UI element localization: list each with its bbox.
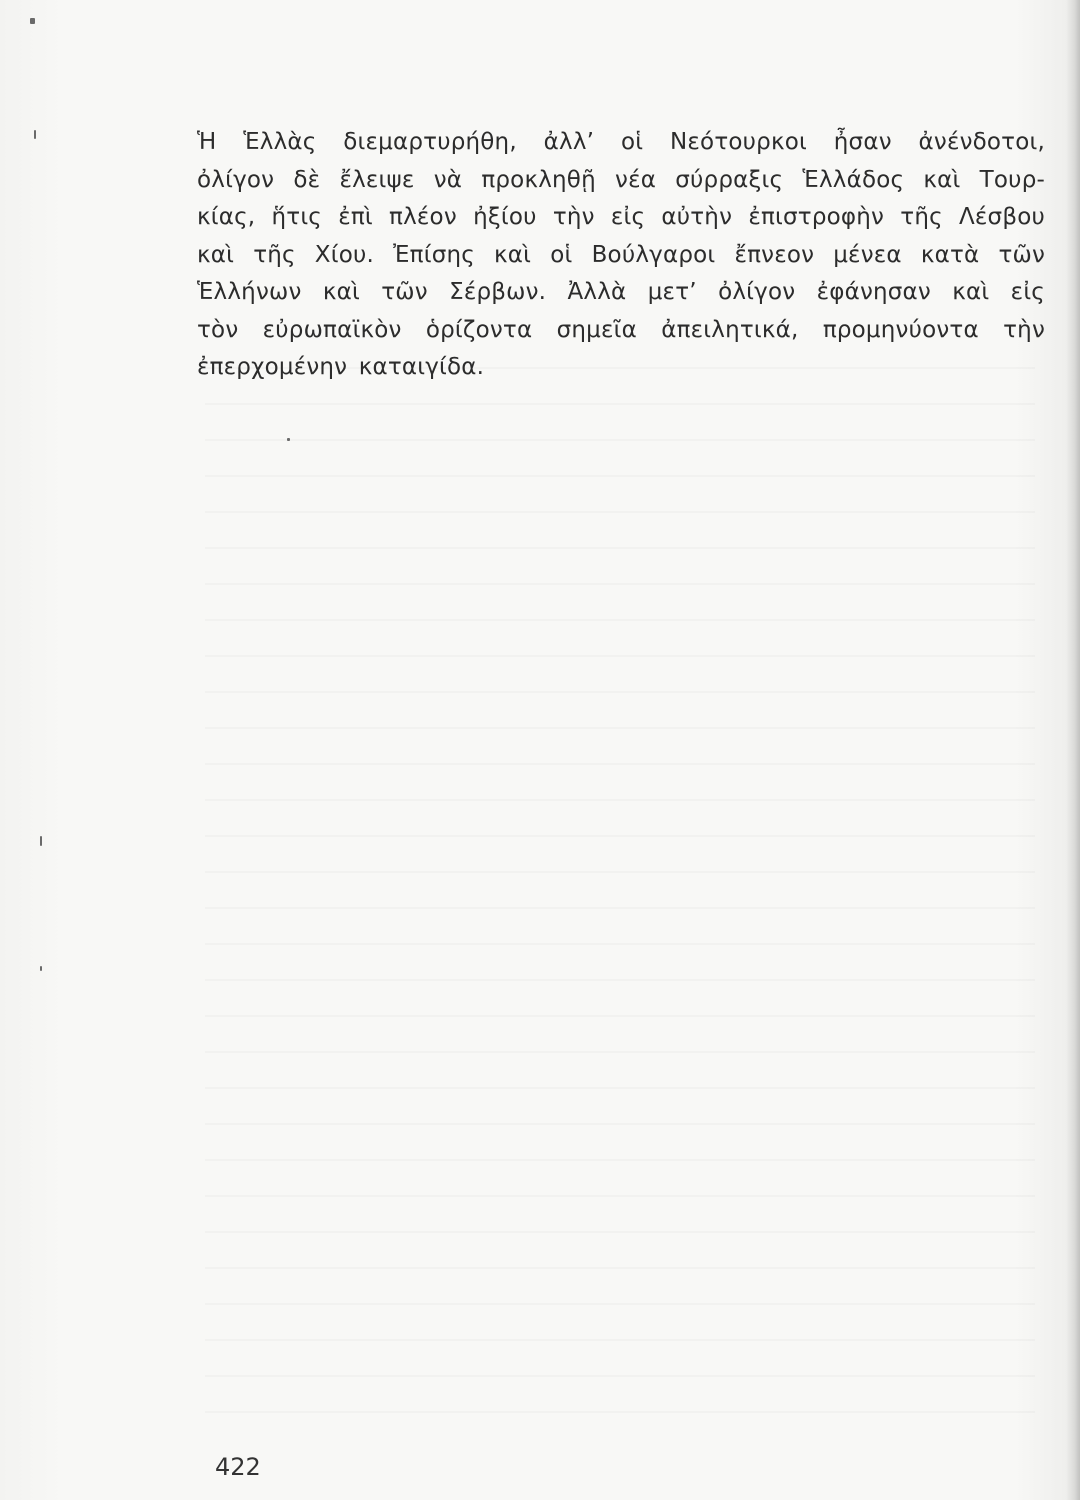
print-speck [34, 130, 36, 139]
print-speck [40, 966, 42, 971]
print-speck [40, 836, 42, 846]
text-line: καὶ τῆς Χίου. Ἐπίσης καὶ οἱ Βούλγαροι ἔπνεον μένεα κατὰ τῶν [197, 241, 1045, 268]
page-number: 422 [215, 1453, 261, 1481]
body-paragraph [197, 124, 1045, 387]
show-through-texture [205, 345, 1035, 1445]
text-line: Ἑλλήνων καὶ τῶν Σέρβων. Ἀλλὰ μετ’ ὀλίγον ἐφάνησαν καὶ εἰς [197, 279, 1045, 305]
text-line: Ἡ Ἑλλὰς διεμαρτυρήθη, ἀλλ’ οἱ Νεότουρκοι ἦσαν ἀνένδοτοι, [197, 129, 1045, 155]
text-line: τὸν εὐρωπαϊκὸν ὁρίζοντα σημεῖα ἀπειλητικά, προμηνύοντα τὴν [197, 316, 1045, 343]
page-edge-shadow [1066, 0, 1080, 1500]
text-line: ὀλίγον δὲ ἔλειψε νὰ προκληθῇ νέα σύρραξις Ἑλλάδος καὶ Τουρ- [197, 166, 1045, 193]
print-speck [30, 18, 35, 24]
print-speck [287, 438, 290, 441]
text-line: κίας, ἥτις ἐπὶ πλέον ἠξίου τὴν εἰς αὐτὴν ἐπιστροφὴν τῆς Λέσβου [197, 204, 1045, 230]
text-line: ἐπερχομένην καταιγίδα. [197, 354, 485, 380]
